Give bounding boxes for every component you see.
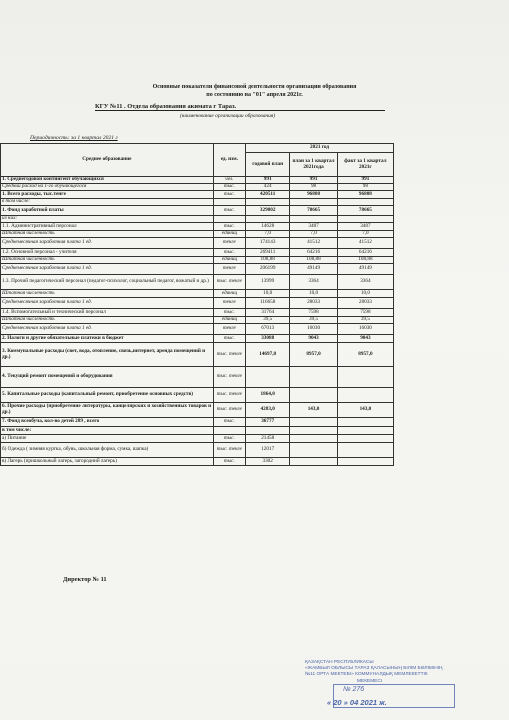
table-row bbox=[1, 290, 394, 298]
row-name-cell: 1.4. Вспомогательный и технический персонал bbox=[1, 309, 214, 317]
table-row bbox=[1, 418, 394, 427]
row-fact-cell: 96808 bbox=[337, 191, 393, 199]
row-annual-cell: 991 bbox=[246, 177, 290, 184]
table-row bbox=[1, 257, 394, 264]
row-annual-cell: 14628 bbox=[246, 223, 290, 231]
row-name-cell: 1. Всего расходы, тыс.тенге bbox=[1, 191, 214, 199]
row-fact-cell: 991 bbox=[337, 177, 393, 184]
row-annual-cell: 12017 bbox=[246, 443, 290, 458]
row-annual-cell: 36777 bbox=[246, 418, 290, 427]
row-plan-cell: 96808 bbox=[290, 191, 338, 199]
registration-stamp bbox=[305, 660, 463, 710]
row-name-cell: Среднемесячная заработная плата 1 ед. bbox=[1, 238, 214, 249]
row-annual-cell: 13999 bbox=[246, 275, 290, 290]
stamp-date: « 20 » 04 2021 ж. bbox=[327, 698, 387, 707]
row-unit-cell bbox=[213, 199, 245, 206]
row-annual-cell: 67013 bbox=[246, 324, 290, 335]
organization-note: (наименование организации образования) bbox=[180, 113, 276, 119]
table-row bbox=[1, 367, 394, 388]
stamp-line: «ЖАМБЫЛ ОБЛЫСЫ ТАРАЗ ҚАЛАСЫНЫҢ БІЛІМ БӨЛІМІНІҢ bbox=[305, 666, 443, 672]
row-plan-cell: 28033 bbox=[290, 298, 338, 309]
table-body bbox=[1, 177, 394, 466]
row-unit-cell: тенге bbox=[213, 324, 245, 335]
row-plan-cell: 108,88 bbox=[290, 257, 338, 264]
table-row bbox=[1, 388, 394, 403]
row-unit-cell: тенге bbox=[213, 264, 245, 275]
row-name-cell: б) Одежда ( зимняя куртка, обувь, школьная форма, сумка, шапка) bbox=[1, 443, 214, 458]
row-unit-cell: тыс. bbox=[213, 335, 245, 343]
col-plan-header: план за 1 квартал 2021года bbox=[290, 153, 338, 177]
row-plan-cell: 41512 bbox=[290, 238, 338, 249]
row-fact-cell: 78665 bbox=[337, 206, 393, 216]
table-row bbox=[1, 275, 394, 290]
row-plan-cell: 8957,0 bbox=[290, 343, 338, 367]
col-unit-header: ед. изм. bbox=[213, 144, 245, 177]
row-name-cell: 6. Прочие расходы (приобретение литературы, канцелярских и хозяйственных товаров и др.) bbox=[1, 403, 214, 418]
row-name-cell: а) Питание bbox=[1, 435, 214, 443]
row-name-cell: 1. Фонд заработной платы bbox=[1, 206, 214, 216]
col-name-header: Среднее образование bbox=[1, 144, 214, 177]
row-plan-cell: 7598 bbox=[290, 309, 338, 317]
table-row bbox=[1, 443, 394, 458]
row-name-cell: Штатная численность bbox=[1, 257, 214, 264]
row-name-cell: Штатная численность bbox=[1, 231, 214, 238]
row-fact-cell: 7598 bbox=[337, 309, 393, 317]
row-plan-cell: 39,5 bbox=[290, 317, 338, 324]
row-plan-cell bbox=[290, 435, 338, 443]
row-unit-cell: чел. bbox=[213, 177, 245, 184]
table-row bbox=[1, 324, 394, 335]
table-row bbox=[1, 223, 394, 231]
row-name-cell: Среднемесячная заработная плата 1 ед. bbox=[1, 324, 214, 335]
financial-table bbox=[0, 143, 394, 466]
row-unit-cell: тыс. bbox=[213, 191, 245, 199]
row-unit-cell: тыс. bbox=[213, 435, 245, 443]
row-unit-cell: тыс. bbox=[213, 223, 245, 231]
row-fact-cell: 9043 bbox=[337, 335, 393, 343]
row-name-cell: Среднемесячная заработная плата 1 ед. bbox=[1, 298, 214, 309]
row-fact-cell: 39,5 bbox=[337, 317, 393, 324]
row-annual-cell: 1864,0 bbox=[246, 388, 290, 403]
row-plan-cell: 78665 bbox=[290, 206, 338, 216]
stamp-line: ҚАЗАҚСТАН РЕСПУБЛИКАСЫ bbox=[305, 660, 374, 665]
row-fact-cell: 64216 bbox=[337, 249, 393, 257]
table-row bbox=[1, 435, 394, 443]
row-fact-cell: 16030 bbox=[337, 324, 393, 335]
table-row bbox=[1, 317, 394, 324]
row-fact-cell bbox=[337, 443, 393, 458]
row-unit-cell: тыс. bbox=[213, 206, 245, 216]
row-annual-cell: 10,0 bbox=[246, 290, 290, 298]
period-label: Периодичность: за 1 квартал 2021 г bbox=[30, 135, 118, 141]
row-unit-cell bbox=[213, 427, 245, 435]
row-plan-cell bbox=[290, 216, 338, 223]
row-unit-cell: тыс. тенге bbox=[213, 275, 245, 290]
row-fact-cell: 98 bbox=[337, 184, 393, 191]
row-unit-cell: тыс. тенге bbox=[213, 403, 245, 418]
row-fact-cell: 49149 bbox=[337, 264, 393, 275]
organization-name: КГУ №11 . Отдела образования акимата г Тараз. bbox=[95, 103, 385, 111]
row-plan-cell bbox=[290, 427, 338, 435]
row-fact-cell: 7,0 bbox=[337, 231, 393, 238]
stamp-number: № 276 bbox=[343, 686, 365, 693]
row-fact-cell bbox=[337, 418, 393, 427]
table-row bbox=[1, 231, 394, 238]
row-unit-cell: единиц bbox=[213, 231, 245, 238]
row-unit-cell: тыс. тенге bbox=[213, 388, 245, 403]
table-row bbox=[1, 403, 394, 418]
table-row bbox=[1, 264, 394, 275]
row-plan-cell: 10,0 bbox=[290, 290, 338, 298]
table-row bbox=[1, 206, 394, 216]
row-fact-cell: 143,0 bbox=[337, 403, 393, 418]
row-unit-cell: тенге bbox=[213, 298, 245, 309]
row-name-cell: в) Лагерь (пришкольный лагерь, загородний лагерь) bbox=[1, 458, 214, 466]
row-plan-cell: 64216 bbox=[290, 249, 338, 257]
row-fact-cell: 3487 bbox=[337, 223, 393, 231]
row-annual-cell: 31764 bbox=[246, 309, 290, 317]
row-annual-cell: 21458 bbox=[246, 435, 290, 443]
row-unit-cell: тыс. bbox=[213, 309, 245, 317]
row-name-cell: в том числе: bbox=[1, 199, 214, 206]
table-row bbox=[1, 458, 394, 466]
row-name-cell: 1.2. Основной персонал - учителя bbox=[1, 249, 214, 257]
row-plan-cell: 143,0 bbox=[290, 403, 338, 418]
row-fact-cell bbox=[337, 216, 393, 223]
table-row bbox=[1, 184, 394, 191]
stamp-line: №11 ОРТА МЕКТЕБІ» КОММУНАЛДЫҚ МЕМЛЕКЕТТІК bbox=[305, 672, 428, 678]
table-row bbox=[1, 199, 394, 206]
row-plan-cell: 98 bbox=[290, 184, 338, 191]
row-plan-cell: 16030 bbox=[290, 324, 338, 335]
row-name-cell: 5. Капитальные расходы (капитальный ремонт, приобретение основных средств) bbox=[1, 388, 214, 403]
table-row bbox=[1, 343, 394, 367]
row-annual-cell: 39,5 bbox=[246, 317, 290, 324]
row-annual-cell bbox=[246, 199, 290, 206]
row-fact-cell: 28033 bbox=[337, 298, 393, 309]
col-fact-header: факт за 1 квартал 2021г bbox=[337, 153, 393, 177]
row-fact-cell bbox=[337, 435, 393, 443]
stamp-line: МЕКЕМЕСІ bbox=[357, 678, 383, 684]
row-name-cell: 1.3. Прочий педагогический персонал (педагог-психолог, социальный педагог, вожатый и др.) bbox=[1, 275, 214, 290]
row-plan-cell: 991 bbox=[290, 177, 338, 184]
table-row bbox=[1, 309, 394, 317]
row-plan-cell bbox=[290, 443, 338, 458]
row-plan-cell bbox=[290, 388, 338, 403]
row-plan-cell: 49149 bbox=[290, 264, 338, 275]
row-unit-cell: тыс. тенге bbox=[213, 367, 245, 388]
row-unit-cell: тыс. тенге bbox=[213, 443, 245, 458]
row-name-cell: 4. Текущий ремонт помещений и оборудования bbox=[1, 367, 214, 388]
row-annual-cell: 329802 bbox=[246, 206, 290, 216]
row-annual-cell: 4283,0 bbox=[246, 403, 290, 418]
row-plan-cell bbox=[290, 458, 338, 466]
row-annual-cell bbox=[246, 367, 290, 388]
row-fact-cell: 10,0 bbox=[337, 290, 393, 298]
row-annual-cell: 7,0 bbox=[246, 231, 290, 238]
row-unit-cell bbox=[213, 216, 245, 223]
row-fact-cell: 3364 bbox=[337, 275, 393, 290]
row-unit-cell: тыс. bbox=[213, 249, 245, 257]
row-name-cell: Штатная численность bbox=[1, 290, 214, 298]
row-unit-cell: тыс. bbox=[213, 418, 245, 427]
row-plan-cell: 7,0 bbox=[290, 231, 338, 238]
row-fact-cell: 108,88 bbox=[337, 257, 393, 264]
row-fact-cell bbox=[337, 458, 393, 466]
row-plan-cell bbox=[290, 418, 338, 427]
row-annual-cell: 33088 bbox=[246, 335, 290, 343]
row-annual-cell: 108,88 bbox=[246, 257, 290, 264]
row-name-cell: 7. Фонд всеобуча, кол-во детей 289 , всего bbox=[1, 418, 214, 427]
row-annual-cell bbox=[246, 216, 290, 223]
table-row bbox=[1, 335, 394, 343]
col-year-header: 2021 год bbox=[246, 144, 394, 153]
report-date: по состоянию на "01" апреля 2021г. bbox=[206, 92, 303, 98]
table-row bbox=[1, 216, 394, 223]
row-unit-cell: единиц bbox=[213, 257, 245, 264]
row-plan-cell: 3364 bbox=[290, 275, 338, 290]
row-fact-cell bbox=[337, 427, 393, 435]
row-annual-cell: 424 bbox=[246, 184, 290, 191]
row-plan-cell bbox=[290, 199, 338, 206]
row-plan-cell bbox=[290, 367, 338, 388]
row-name-cell: 1.1. Административный персонал bbox=[1, 223, 214, 231]
report-title: Основные показатели финансовой деятельности организации образования bbox=[152, 84, 357, 90]
row-annual-cell: 3302 bbox=[246, 458, 290, 466]
row-plan-cell: 9043 bbox=[290, 335, 338, 343]
row-unit-cell: тенге bbox=[213, 238, 245, 249]
row-annual-cell: 206199 bbox=[246, 264, 290, 275]
table-row bbox=[1, 298, 394, 309]
row-annual-cell: 174143 bbox=[246, 238, 290, 249]
table-row bbox=[1, 238, 394, 249]
row-unit-cell: тыс. bbox=[213, 458, 245, 466]
row-name-cell: Средний расход на 1-го обучающегося bbox=[1, 184, 214, 191]
table-row bbox=[1, 427, 394, 435]
row-unit-cell: единиц bbox=[213, 317, 245, 324]
row-plan-cell: 3487 bbox=[290, 223, 338, 231]
row-unit-cell: единиц bbox=[213, 290, 245, 298]
row-annual-cell: 420511 bbox=[246, 191, 290, 199]
director-signature-label: Директор № 11 bbox=[63, 576, 107, 583]
row-fact-cell bbox=[337, 388, 393, 403]
row-name-cell: Штатная численность bbox=[1, 317, 214, 324]
row-name-cell: 3. Коммунальные расходы (свет, вода, отопление, связь,интернет, аренда помещений и др.) bbox=[1, 343, 214, 367]
row-unit-cell: тыс. bbox=[213, 184, 245, 191]
row-annual-cell: 116658 bbox=[246, 298, 290, 309]
row-annual-cell: 14697,0 bbox=[246, 343, 290, 367]
row-unit-cell: тыс. тенге bbox=[213, 343, 245, 367]
col-annual-header: годовой план bbox=[246, 153, 290, 177]
row-annual-cell bbox=[246, 427, 290, 435]
row-name-cell: 2. Налоги и другие обязательные платежи в бюджет bbox=[1, 335, 214, 343]
row-fact-cell bbox=[337, 199, 393, 206]
table-row bbox=[1, 191, 394, 199]
row-annual-cell: 269411 bbox=[246, 249, 290, 257]
row-name-cell: в том числе: bbox=[1, 427, 214, 435]
row-fact-cell bbox=[337, 367, 393, 388]
row-fact-cell: 41512 bbox=[337, 238, 393, 249]
row-name-cell: Среднемесячная заработная плата 1 ед. bbox=[1, 264, 214, 275]
row-name-cell: из них: bbox=[1, 216, 214, 223]
row-name-cell: 1. Среднегодовой контингент обучающихся bbox=[1, 177, 214, 184]
row-fact-cell: 8957,0 bbox=[337, 343, 393, 367]
table-row bbox=[1, 249, 394, 257]
